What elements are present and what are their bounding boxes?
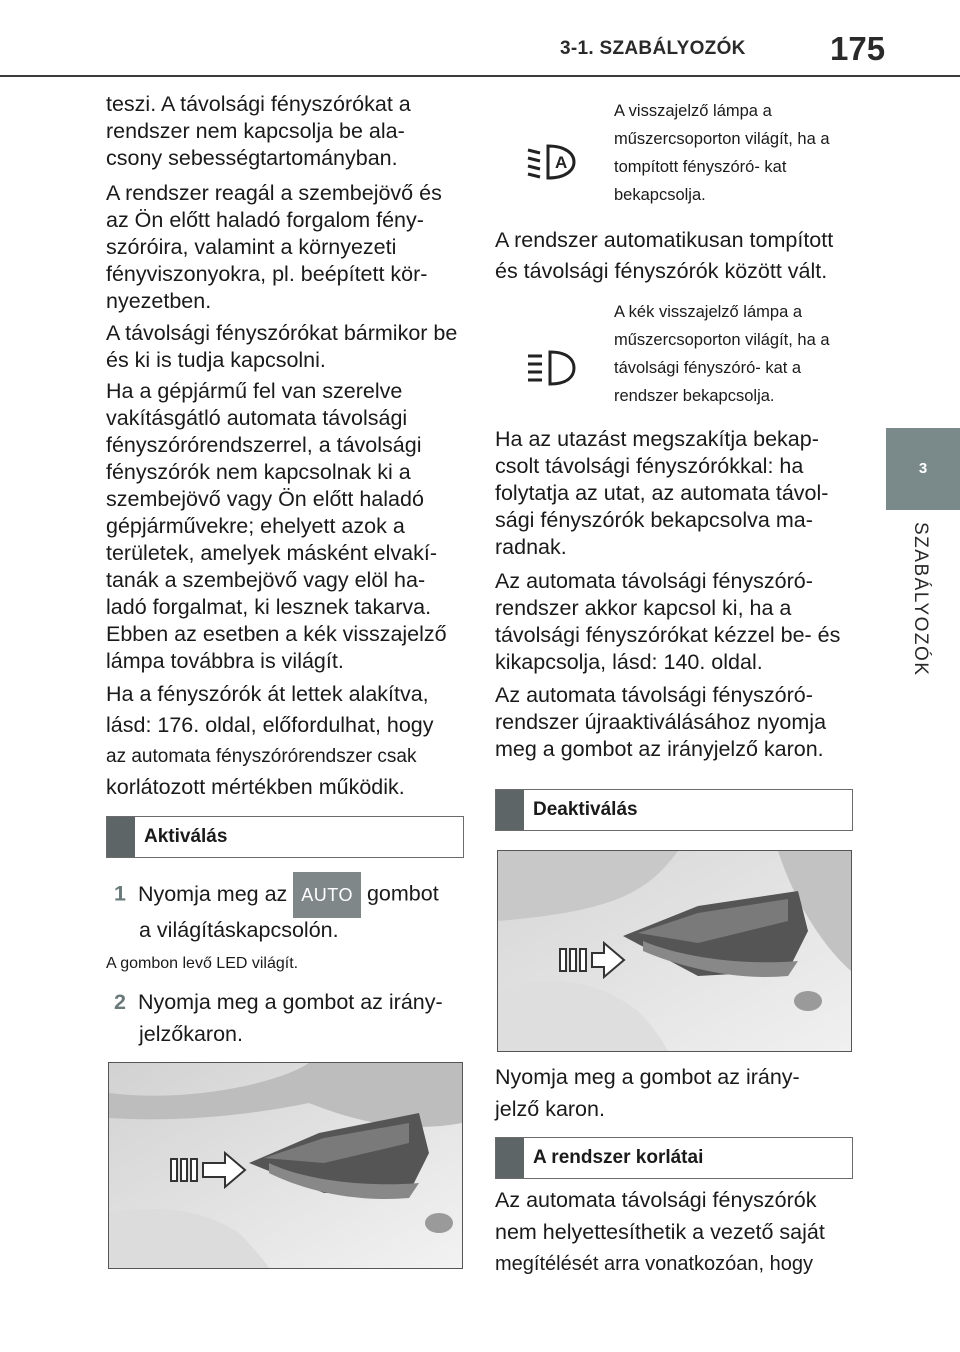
- left-paragraph-1: teszi. A távolsági fényszórókat a rendszer nem kapcsolja be ala- csony sebességtartományban.: [106, 92, 411, 170]
- section-activation-title: Aktiválás: [144, 826, 228, 847]
- left-paragraph-4: Ha a gépjármű fel van szerelve vakításgátló automata távolsági fényszórórendszerrel, a távolsági fényszórók nem kapcsolnak ki a szembejövő vagy Ön előtt haladó gépjárművekre; ehelyett azok a területek, amelyek másként elvakí- tanák a szembejövő vagy elöl ha- ladó forgalmat, ki lesznek takarva. Ebben az esetben a kék visszajelző lámpa továbbra is világít.: [106, 379, 447, 673]
- right-paragraph-3: Az automata távolsági fényszóró- rendszer akkor kapcsol ki, ha a távolsági fényszórókat kézzel be- és kikapcsolja, lásd: 140. oldal.: [495, 569, 841, 674]
- auto-button-key: AUTO: [293, 872, 361, 918]
- step-1-text-c: a világításkapcsolón.: [139, 918, 339, 942]
- section-limits-title: A rendszer korlátai: [533, 1147, 704, 1168]
- left-paragraph-5: [106, 679, 466, 803]
- right-p5-line1: Nyomja meg a gombot az irány-: [495, 1065, 800, 1089]
- svg-text:A: A: [555, 153, 568, 172]
- step-2-number: 2: [114, 990, 126, 1014]
- left-p5-line3: az automata fényszórórendszer csak: [106, 746, 417, 767]
- section-bar: [496, 790, 524, 830]
- right-p6-line2: nem helyettesíthetik a vezető saját: [495, 1220, 825, 1244]
- right-p6-line1: Az automata távolsági fényszórók: [495, 1188, 817, 1212]
- high-beam-icon: [526, 346, 578, 390]
- right-paragraph-4: Az automata távolsági fényszóró- rendszer újraaktiválásához nyomja meg a gombot az irányjelző karon.: [495, 683, 827, 761]
- icon2-caption: A kék visszajelző lámpa a műszercsoporton világít, ha a távolsági fényszóró- kat a rendszer bekapcsolja.: [614, 303, 830, 405]
- section-limits: [495, 1137, 853, 1179]
- page-number: 175: [830, 30, 886, 67]
- icon1-caption: A visszajelző lámpa a műszercsoporton világít, ha a tompított fényszóró- kat bekapcsolja.: [614, 102, 830, 204]
- step-1-text-a: Nyomja meg az: [137, 881, 288, 906]
- chapter-label-text: SZABÁLYOZÓK: [910, 522, 931, 677]
- step-1-text-b: gombot: [366, 881, 439, 906]
- right-paragraph-5: [495, 1061, 855, 1125]
- right-paragraph-6: [495, 1184, 855, 1280]
- step-2-text-b: jelzőkaron.: [139, 1022, 243, 1046]
- stalk-drawing: [109, 1063, 462, 1268]
- left-paragraph-2: A rendszer reagál a szembejövő és az Ön előtt haladó forgalom fény- szóróira, valamint a környezeti fényviszonyokra, pl. beépített kör- nyezetben.: [106, 181, 442, 313]
- right-p5-line2: jelző karon.: [495, 1097, 605, 1121]
- chapter-tab: 3: [886, 428, 960, 510]
- step-1-number: 1: [114, 881, 126, 906]
- left-p5-line1: Ha a fényszórók át lettek alakítva,: [106, 682, 429, 706]
- running-header-section: 3-1. SZABÁLYOZÓK: [560, 38, 746, 59]
- section-activation: [106, 816, 464, 858]
- left-paragraph-3: A távolsági fényszórókat bármikor be és ki is tudja kapcsolni.: [106, 321, 458, 372]
- auto-low-beam-icon: [526, 140, 578, 184]
- right-paragraph-2: Ha az utazást megszakítja bekap- csolt távolsági fényszórókkal: ha folytatja az utat, az automata távol- sági fényszórók bekapcsolva ma- radnak.: [495, 427, 829, 559]
- section-deactivation: [495, 789, 853, 831]
- left-p5-line4: korlátozott mértékben működik.: [106, 775, 405, 799]
- chapter-label: [884, 522, 958, 692]
- left-p5-line2: lásd: 176. oldal, előfordulhat, hogy: [106, 713, 434, 737]
- header-rule: [0, 75, 960, 77]
- stalk-drawing: [498, 851, 851, 1051]
- stalk-illustration-left: [108, 1062, 463, 1269]
- section-bar: [107, 817, 135, 857]
- step-2-text-a: Nyomja meg a gombot az irány-: [137, 990, 443, 1014]
- right-p1-line1: A rendszer automatikusan tompított: [495, 228, 834, 252]
- stalk-illustration-right: [497, 850, 852, 1052]
- right-p6-line3: megítélését arra vonatkozóan, hogy: [495, 1253, 813, 1275]
- section-bar: [496, 1138, 524, 1178]
- step-1: [114, 872, 474, 918]
- right-p1-line2: és távolsági fényszórók között vált.: [495, 259, 828, 283]
- right-paragraph-1: [495, 225, 855, 287]
- step-1-note: A gombon levő LED világít.: [106, 955, 299, 972]
- section-deactivation-title: Deaktiválás: [533, 799, 638, 820]
- step-2: [114, 986, 474, 1018]
